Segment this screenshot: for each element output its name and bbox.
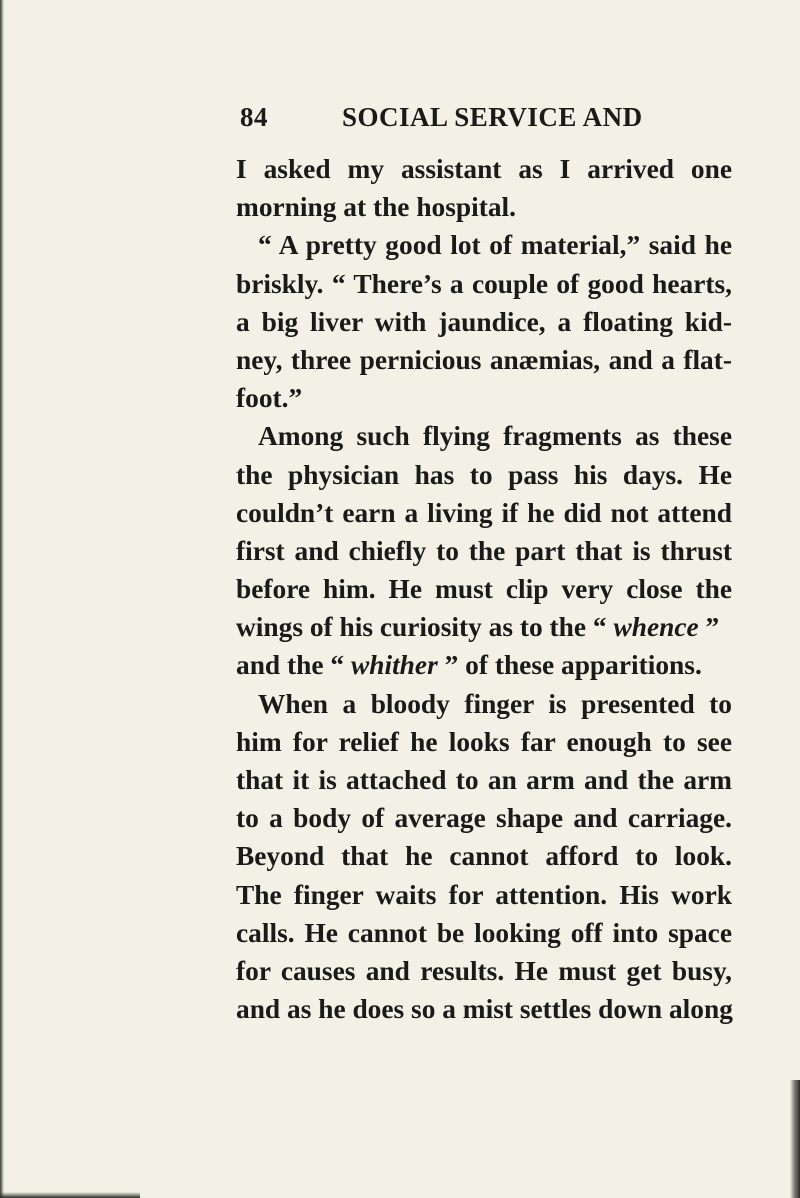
text-line: and as he does so a mist settles down along [236, 994, 733, 1025]
text-line: first and chiefly to the part that is thrust [236, 535, 732, 566]
running-head: SOCIAL SERVICE AND [342, 102, 643, 132]
text-line: foot.” [236, 383, 303, 414]
text-line: briskly. “ There’s a couple of good hearts, [236, 268, 732, 299]
text-line: to a body of average shape and carriage. [236, 803, 732, 834]
text-line: a big liver with jaundice, a floating kid- [236, 306, 732, 337]
text-line: ney, three pernicious anæmias, and a flat- [236, 344, 732, 375]
text-line: calls. He cannot be looking off into space [236, 917, 732, 948]
text-segment: and the [236, 650, 324, 681]
scan-edge-bottom [0, 1192, 140, 1198]
scan-edge-left [0, 0, 4, 1198]
italic-word: whither [350, 650, 438, 681]
page-number: 84 [240, 102, 268, 132]
text-line: The finger waits for attention. His work [236, 879, 732, 910]
text-line: before him. He must clip very close the [236, 574, 732, 605]
open-quote: “ [330, 650, 345, 681]
close-quote: ” [705, 612, 720, 643]
text-line: for causes and results. He must get busy, [236, 955, 732, 986]
body-text [236, 150, 732, 1028]
text-line: the physician has to pass his days. He [236, 459, 732, 490]
text-segment: wings of his curiosity as to the [236, 612, 587, 643]
text-line: “ A pretty good lot of material,” said he [258, 230, 732, 261]
text-segment: of these apparitions. [465, 650, 702, 681]
text-line: that it is attached to an arm and the arm [236, 765, 732, 795]
close-quote: ” [444, 650, 459, 681]
text-line: Among such flying fragments as these [258, 421, 732, 452]
text-line: When a bloody finger is presented to [258, 688, 732, 719]
text-line: couldn’t earn a living if he did not attend [236, 497, 732, 528]
text-line-with-italics [236, 646, 732, 684]
page-header [240, 102, 643, 142]
text-line: I asked my assistant as I arrived one [236, 154, 732, 184]
text-line-with-italics [236, 608, 732, 646]
text-line: morning at the hospital. [236, 192, 517, 223]
text-line: Beyond that he cannot afford to look. [236, 841, 732, 872]
italic-word: whence [613, 612, 699, 643]
scan-edge-right [790, 1080, 800, 1198]
open-quote: “ [592, 612, 607, 643]
text-line: him for relief he looks far enough to see [236, 726, 732, 757]
